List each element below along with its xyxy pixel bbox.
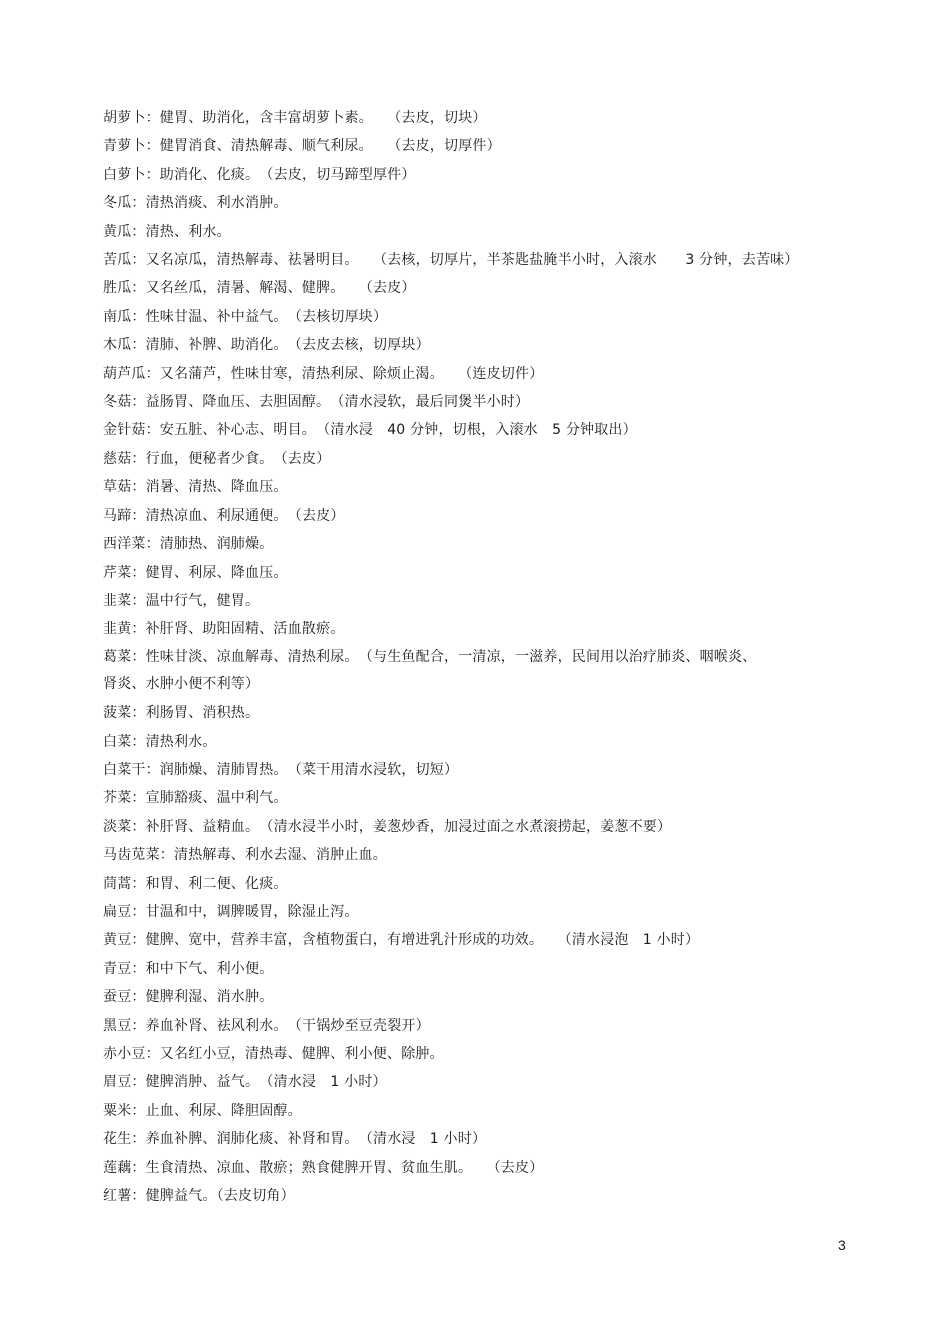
entry-peanut: 花生：养血补脾、润肺化痰、补肾和胃。 （清水浸 1 小时） (103, 1131, 487, 1148)
entry-white-radish: 白萝卜：助消化、化痰。 （去皮，切马蹄型厚件） (103, 166, 416, 183)
entry-arrowhead: 慈菇：行血，便秘者少食。 （去皮） (103, 450, 331, 467)
entry-corn: 粟米：止血、利尿、降胆固醇。 (103, 1102, 302, 1119)
entry-chives: 韭菜：温中行气，健胃。 (103, 592, 260, 609)
entry-green-bean: 青豆：和中下气、利小便。 (103, 960, 274, 977)
entry-soybean: 黄豆：健脾、宽中，营养丰富，含植物蛋白，有增进乳汁形成的功效。 （清水浸泡 1 小时） (103, 932, 700, 949)
entry-red-bean: 赤小豆：又名红小豆，清热毒、健脾、利小便、除肿。 (103, 1045, 444, 1062)
entry-gourd: 葫芦瓜：又名蒲芦，性味甘寒，清热利尿、除烦止渴。 （连皮切件） (103, 365, 544, 382)
entry-mustard-greens: 芥菜：宣肺豁痰、温中利气。 (103, 790, 288, 807)
entry-bok-choy: 白菜：清热利水。 (103, 733, 217, 750)
entry-black-eyed-pea: 眉豆：健脾消肿、益气。 （清水浸 1 小时） (103, 1074, 387, 1091)
entry-black-bean: 黑豆：养血补肾、祛风利水。 （干锅炒至豆壳裂开） (103, 1017, 430, 1034)
entry-spinach: 菠菜：利肠胃、消积热。 (103, 705, 260, 722)
entry-list (103, 104, 863, 1210)
entry-enoki: 金针菇：安五脏、补心志、明目。 （清水浸 40 分钟，切根，入滚水 5 分钟取出） (103, 422, 637, 439)
page-number: 3 (838, 1237, 846, 1253)
entry-purslane: 马齿苋菜：清热解毒、利水去湿、消肿止血。 (103, 847, 387, 864)
entry-yellow-chives: 韭黄：补肝肾、助阳固精、活血散瘀。 (103, 621, 345, 638)
entry-green-radish: 青萝卜：健胃消食、清热解毒、顺气利尿。 （去皮，切厚件） (103, 138, 501, 155)
entry-shiitake: 冬菇：益肠胃、降血压、去胆固醇。 （清水浸软，最后同煲半小时） (103, 394, 530, 411)
entry-broad-bean: 蚕豆：健脾利湿、消水肿。 (103, 989, 274, 1006)
entry-celery: 芹菜：健胃、利尿、降血压。 (103, 564, 288, 581)
entry-winter-melon: 冬瓜：清热消痰、利水消肿。 (103, 195, 288, 212)
entry-dried-bok-choy: 白菜干：润肺燥、清肺胃热。 （菜干用清水浸软，切短） (103, 761, 459, 778)
entry-crown-daisy: 茼蒿：和胃、利二便、化痰。 (103, 875, 288, 892)
entry-carrot: 胡萝卜：健胃、助消化，含丰富胡萝卜素。 （去皮，切块） (103, 110, 487, 126)
entry-ge-cai: 葛菜：性味甘淡、凉血解毒、清热利尿。 （与生鱼配合，一清凉，一滋养，民间用以治疗肺炎、咽喉炎、 肾炎、水肿小便不利等） (103, 648, 757, 692)
entry-cucumber: 黄瓜：清热、利水。 (103, 223, 231, 240)
entry-papaya: 木瓜：清肺、补脾、助消化。 （去皮去核，切厚块） (103, 337, 430, 354)
entry-bitter-melon: 苦瓜：又名凉瓜，清热解毒、祛暑明目。 （去核，切厚片，半茶匙盐腌半小时，入滚水 3 分钟，去苦味） (103, 252, 799, 269)
entry-hyacinth-bean: 扁豆：甘温和中，调脾暖胃，除湿止泻。 (103, 903, 359, 920)
entry-sweet-potato: 红薯：健脾益气。（去皮切角） (103, 1188, 295, 1205)
entry-mussel: 淡菜：补肝肾、益精血。 （清水浸半小时，姜葱炒香，加浸过面之水煮滚捞起，姜葱不要） (103, 818, 672, 835)
entry-water-chestnut: 马蹄：清热凉血、利尿通便。 （去皮） (103, 507, 345, 524)
entry-pumpkin: 南瓜：性味甘温、补中益气。 （去核切厚块） (103, 308, 388, 325)
entry-watercress: 西洋菜：清肺热、润肺燥。 (103, 536, 274, 553)
entry-lotus-root: 莲藕：生食清热、凉血、散瘀；熟食健脾开胃、贫血生肌。 （去皮） (103, 1159, 544, 1176)
entry-luffa: 胜瓜：又名丝瓜，清暑、解渴、健脾。 （去皮） (103, 280, 416, 297)
entry-straw-mushroom: 草菇：消暑、清热、降血压。 (103, 479, 288, 496)
